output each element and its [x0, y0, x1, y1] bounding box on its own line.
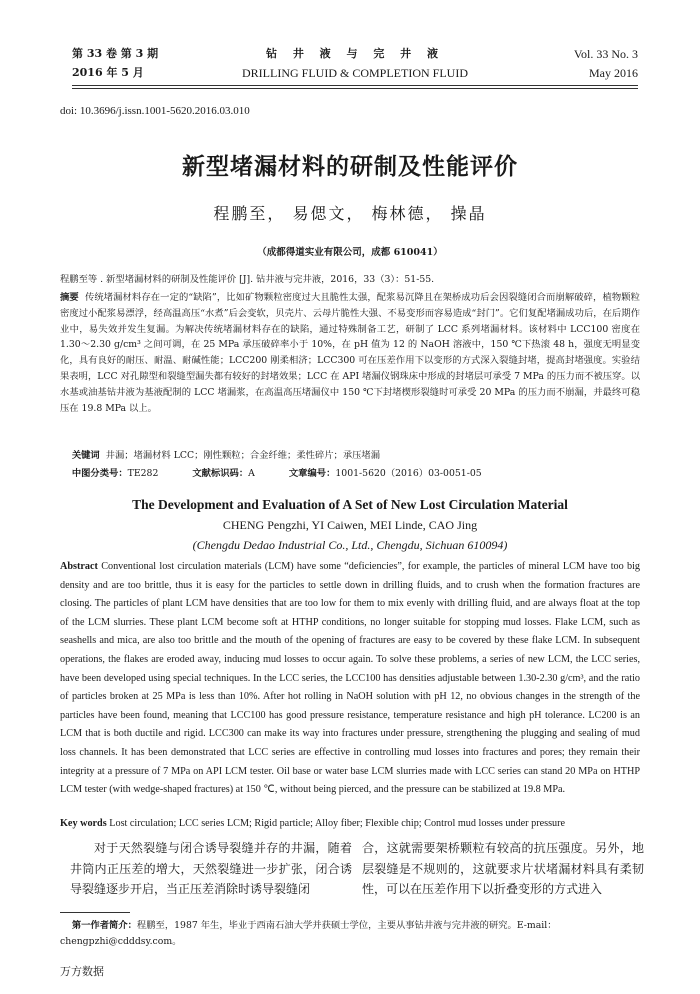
article-title-en: The Development and Evaluation of A Set of New Lost Circulation Material	[132, 497, 568, 512]
abstract-zh-text: 传统堵漏材料存在一定的“缺陷”，比如矿物颗粒密度过大且脆性太强，配浆易沉降且在架桥成功后会因裂缝闭合而崩解破碎，植物颗粒密度过小配浆易漂浮，经高温高压“水煮”后会变软，贝壳片、云母片脆性大强、不易变形而容易造成“封门”。它们复配堵漏成功后，在后期作业中，易失效并发生复漏。为解决传统堵漏材料存在的缺陷，通过特殊制备工艺，研制了 LCC 系列堵漏材料。该材料中 LCC100 密度在 1.30～2.30 g/cm³ 之间可调，在 25 MPa 承压破碎率小于 10%，在 pH 值为 12 的 NaOH 溶液中，150 ℃下热滚 48 h，强度无明显变化，具有良好的耐压、耐温、耐碱性能；LCC200 刚柔相济；LCC300 可在压差作用下以变形的方式深入裂缝封堵，提高封堵强度。实验结果表明，LCC 对孔隙型和裂缝型漏失都有较好的封堵效果；LCC 在 API 堵漏仪钢珠床中形成的封堵层可承受 7 MPa 的压力而不被压穿。以水基或油基钻井液为基液配制的 LCC 堵漏浆，在高温高压堵漏仪中 150 ℃下封堵楔形裂缝时可承受 20 MPa 的压力而不崩漏，并最终可稳压在 19.8 MPa 以上。	[60, 292, 640, 414]
header-rule	[72, 85, 638, 86]
article-number-value: 1001-5620（2016）03-0051-05	[335, 468, 482, 479]
abstract-zh	[60, 290, 640, 416]
abstract-en	[60, 558, 640, 800]
affiliation-zh: （成都得道实业有限公司，成都 610041）	[257, 247, 443, 258]
issue-date-en: May 2016	[589, 66, 638, 80]
article-title-zh: 新型堵漏材料的研制及性能评价	[182, 154, 518, 180]
keywords-en-text: Lost circulation; LCC series LCM; Rigid particle; Alloy fiber; Flexible chip; Control mud losses under pressure	[109, 818, 566, 829]
doi-line: doi: 10.3696/j.issn.1001-5620.2016.03.010	[60, 105, 250, 117]
citation-zh: 程鹏至等 . 新型堵漏材料的研制及性能评价 [J]. 钻井液与完井液，2016，33（3）：51-55.	[60, 274, 435, 285]
journal-name-zh: 钻 井 液 与 完 井 液	[266, 47, 444, 60]
article-number-label: 文章编号：	[288, 468, 336, 479]
abstract-en-label: Abstract	[60, 561, 98, 572]
journal-name-en: DRILLING FLUID & COMPLETION FLUID	[242, 66, 468, 80]
doc-code-value: A	[248, 468, 255, 479]
keywords-zh	[60, 448, 640, 464]
footnote-rule	[60, 912, 130, 913]
body-text-left-column: 对于天然裂缝与闭合诱导裂缝并存的井漏，随着井筒内正压差的增大，天然裂缝进一步扩张，闭合诱导裂缝逐步开启，当正压差消除时诱导裂缝闭	[70, 841, 352, 896]
volume-issue-zh: 第 33 卷 第 3 期	[72, 47, 159, 60]
watermark-text: 万方数据	[60, 965, 104, 978]
author-footnote	[60, 918, 640, 950]
keywords-en	[60, 816, 640, 832]
header-rule-double	[72, 88, 638, 89]
authors-en: CHENG Pengzhi, YI Caiwen, MEI Linde, CAO Jing	[222, 518, 478, 532]
issue-date-zh: 2016 年 5 月	[72, 66, 144, 79]
affiliation-en: (Chengdu Dedao Industrial Co., Ltd., Chengdu, Sichuan 610094)	[192, 538, 508, 552]
clc-value: TE282	[127, 468, 159, 479]
footnote-text: 程鹏至，1987 年生，毕业于西南石油大学并获硕士学位，主要从事钻井液与完井液的研究。E-mail：chengpzhi@cdddsy.com。	[60, 920, 557, 947]
keywords-zh-label: 关键词	[71, 450, 100, 461]
abstract-zh-label: 摘要	[60, 292, 79, 303]
body-text-right-column: 合，这就需要架桥颗粒有较高的抗压强度。另外，地层裂缝是不规则的，这就要求片状堵漏材料具有柔韧性，可以在压差作用下以折叠变形的方式进入	[362, 841, 644, 896]
keywords-en-label: Key words	[60, 818, 107, 829]
authors-zh: 程鹏至， 易偲文， 梅林德， 操晶	[213, 204, 487, 223]
classification-line	[60, 466, 640, 482]
clc-label: 中图分类号：	[71, 468, 128, 479]
keywords-zh-text: 井漏；堵漏材料 LCC；刚性颗粒；合金纤维；柔性碎片；承压堵漏	[105, 450, 381, 461]
abstract-en-text: Conventional lost circulation materials (LCM) have some “deficiencies”, for example, the particles of mineral LCM have too big density and are too brittle, thus it is easy for the particles to settle down in drilling fluids, and to crush when the formation fractures are closing. The particles of plant LCM have densities that are too low for them to mix evenly with drilling fluid, and are always float at the top of the LCM slurries. These plant LCM become soft at HTHP conditions, no longer suitable for stopping mud losses. Flake LCM, such as seashells and mica, are also too brittle and the mouth of the opening of fractures are easy to be covered by these flake LCM. In subsequent operations, the flakes are eroded away, inducing mud losses to occur again. To solve these problems, a series of new LCM, the LCC series, have been developed using special techniques. In the LCC series, the LCC100 has densities adjustable between 1.30-2.30 g/cm³, and the ratio of particles broken at 25 MPa is less than 10%. After hot rolling in NaOH solution with pH 12, no obvious changes in the strength of the particles have been found, meaning that LCC100 has good pressure resistance, temperature resistance and high pH tolerance. LC200 is an LCM that is both ductile and rigid. LCC300 can make its way into fractures under pressure, strengthening the plugging and sealing of mud loss channels. It has been demonstrated that LCC series are effective in controlling mud losses into fractures and pores; they remain their integrity at a pressure of 7 MPa on API LCM tester. Oil base or water base LCM slurries made with LCC series can stand 20 MPa on HTHP LCM tester (with wedge-shaped fractures) at 150 ℃, without being pierced, and the pressure can be stabilized at 19.8 MPa.	[60, 561, 641, 796]
footnote-label: 第一作者简介：	[71, 920, 137, 931]
doc-code-label: 文献标识码：	[192, 468, 249, 479]
volume-issue-en: Vol. 33 No. 3	[573, 47, 638, 61]
